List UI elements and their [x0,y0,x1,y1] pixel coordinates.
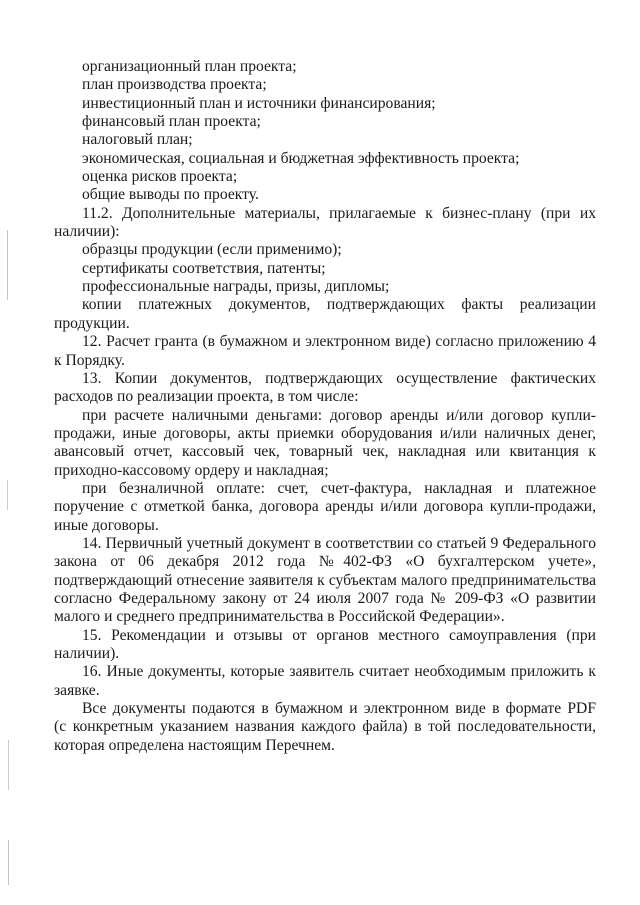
text-line: расходов по реализации проекта, в том числе: [54,388,359,406]
scan-artifact [7,230,8,300]
text-line: 12. Расчет гранта (в бумажном и электронном виде) согласно приложению 4 [82,333,596,351]
text-line: сертификаты соответствия, патенты; [82,259,326,277]
text-line: малого и среднего предпринимательства в Российской Федерации». [54,608,505,626]
text-line: иные договоры. [54,516,159,534]
text-line: 13. Копии документов, подтверждающих осуществление фактических [82,369,596,387]
text-line: профессиональные награды, призы, дипломы; [82,278,390,296]
scan-artifact [7,480,8,510]
text-line: продукции. [54,314,130,332]
text-line: Все документы подаются в бумажном и электронном виде в формате PDF [82,700,596,718]
text-line: продажи, иные договоры, акты приемки оборудования и/или наличных денег, [54,424,596,442]
text-line: при расчете наличными деньгами: договор аренды и/или договор купли- [82,406,596,424]
text-line: инвестиционный план и источники финансирования; [82,94,436,112]
text-line: 16. Иные документы, которые заявитель считает необходимым приложить к [82,663,596,681]
scan-artifact [8,740,9,790]
text-line: экономическая, социальная и бюджетная эффективность проекта; [82,149,520,167]
text-line: (с конкретным указанием названия каждого файла) в той последовательности, [54,718,596,736]
text-line: 14. Первичный учетный документ в соответствии со статьей 9 Федерального [82,534,596,552]
scan-artifact [8,840,9,885]
text-line: 15. Рекомендации и отзывы от органов местного самоуправления (при [82,626,596,644]
text-line: организационный план проекта; [82,58,297,75]
text-line: приходно-кассовому ордеру и накладная; [54,461,329,479]
text-line: финансовый план проекта; [82,113,261,131]
text-line: наличии): [54,223,120,241]
text-line: подтверждающий отнесение заявителя к субъектам малого предпринимательства [54,571,596,589]
text-line: общие выводы по проекту. [82,186,259,204]
text-line: 11.2. Дополнительные материалы, прилагаемые к бизнес-плану (при их [82,204,596,222]
text-line: план производства проекта; [82,76,267,94]
text-line: налоговый план; [82,131,193,149]
text-line: образцы продукции (если применимо); [82,241,342,259]
text-line: закона от 06 декабря 2012 года №402-ФЗ «О бухгалтерском учете», [54,553,596,571]
text-line: заявке. [54,681,100,699]
text-line: при безналичной оплате: счет, счет-фактура, накладная и платежное [82,479,596,497]
text-line: к Порядку. [54,351,125,369]
text-line: которая определена настоящим Перечнем. [54,736,335,754]
text-line: наличии). [54,645,120,662]
document-body [54,58,596,755]
text-line: авансовый отчет, кассовый чек, товарный чек, накладная или квитанция к [54,443,596,461]
text-line: копии платежных документов, подтверждающих факты реализации [82,296,596,314]
text-line: поручение с отметкой банка, договора аренды и/или договора купли-продажи, [54,498,596,516]
text-line: согласно Федеральному закону от 24 июля 2007 года № 209-ФЗ «О развитии [54,589,596,607]
text-line: оценка рисков проекта; [82,168,238,186]
